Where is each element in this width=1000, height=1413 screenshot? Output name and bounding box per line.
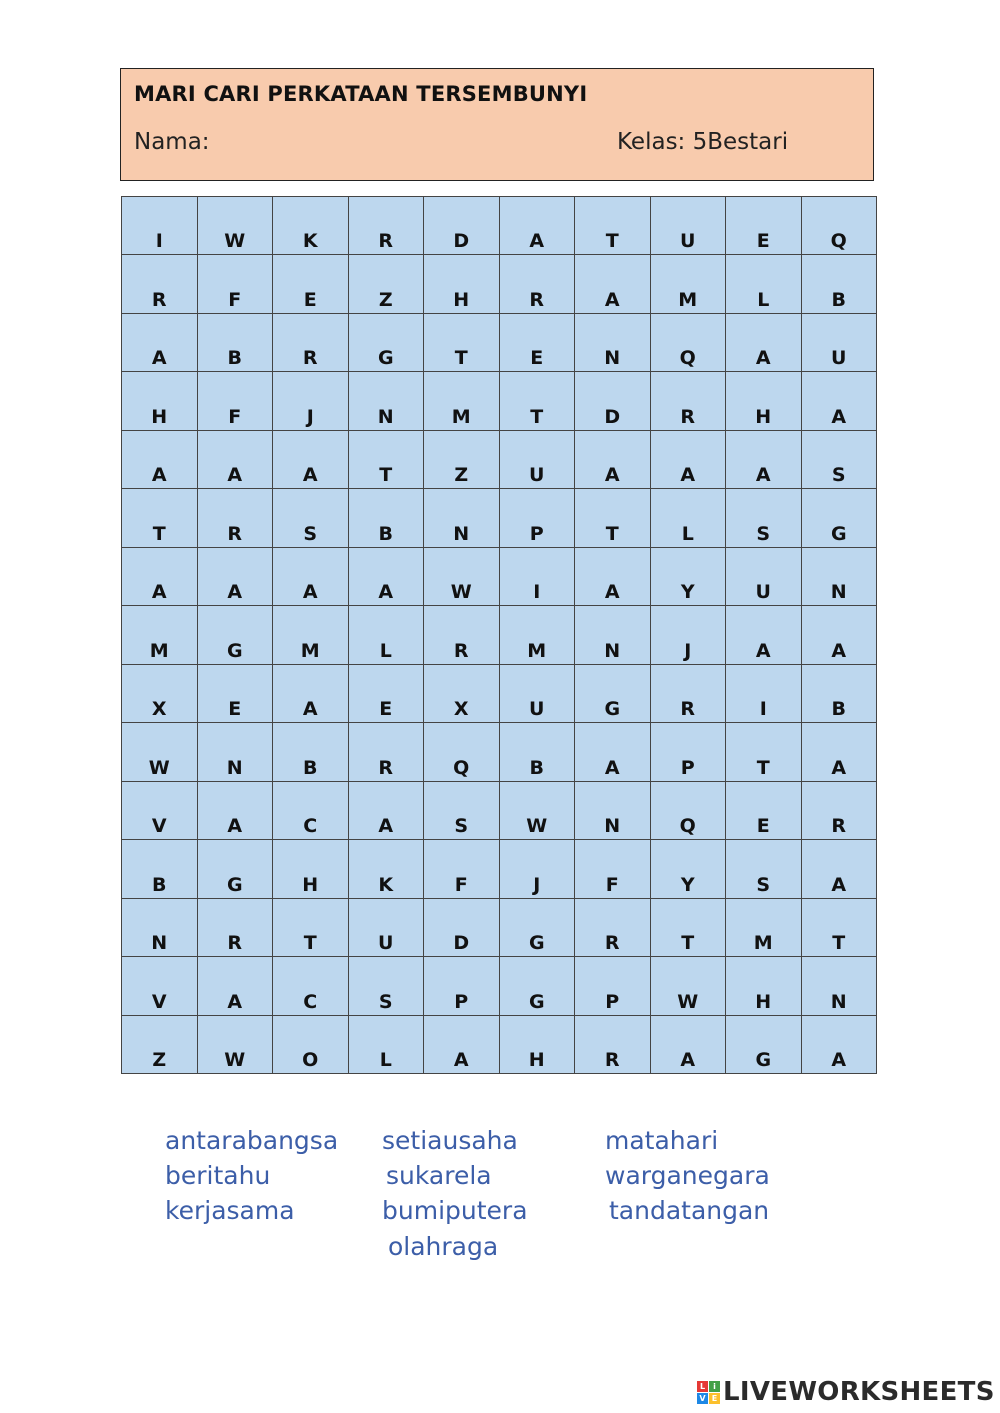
grid-cell[interactable]: H: [500, 1016, 576, 1074]
grid-cell[interactable]: T: [273, 899, 349, 957]
grid-cell[interactable]: I: [122, 197, 198, 255]
grid-cell[interactable]: P: [500, 489, 576, 547]
grid-cell[interactable]: T: [500, 372, 576, 430]
grid-cell[interactable]: B: [273, 723, 349, 781]
liveworksheets-logo-icon: [697, 1381, 720, 1404]
grid-cell[interactable]: A: [802, 1016, 878, 1074]
grid-cell[interactable]: J: [500, 840, 576, 898]
grid-cell[interactable]: M: [424, 372, 500, 430]
grid-cell[interactable]: C: [273, 782, 349, 840]
grid-cell[interactable]: D: [424, 197, 500, 255]
grid-cell[interactable]: D: [424, 899, 500, 957]
grid-cell[interactable]: X: [424, 665, 500, 723]
grid-cell[interactable]: N: [424, 489, 500, 547]
grid-cell[interactable]: P: [651, 723, 727, 781]
grid-cell[interactable]: G: [198, 606, 274, 664]
grid-cell[interactable]: N: [349, 372, 425, 430]
grid-cell[interactable]: A: [273, 431, 349, 489]
grid-cell[interactable]: G: [198, 840, 274, 898]
name-label: Nama:: [134, 129, 210, 155]
grid-cell[interactable]: L: [726, 255, 802, 313]
word-search-grid: [121, 196, 877, 1074]
grid-cell[interactable]: H: [726, 372, 802, 430]
grid-cell[interactable]: R: [349, 723, 425, 781]
grid-cell[interactable]: R: [424, 606, 500, 664]
logo-mark-square: E: [709, 1393, 720, 1404]
grid-cell[interactable]: N: [575, 606, 651, 664]
grid-cell[interactable]: R: [651, 372, 727, 430]
grid-cell[interactable]: A: [198, 957, 274, 1015]
grid-cell[interactable]: S: [802, 431, 878, 489]
grid-cell[interactable]: A: [122, 314, 198, 372]
grid-cell[interactable]: W: [651, 957, 727, 1015]
grid-cell[interactable]: F: [198, 372, 274, 430]
grid-cell[interactable]: E: [500, 314, 576, 372]
grid-cell[interactable]: G: [500, 957, 576, 1015]
grid-cell[interactable]: A: [726, 606, 802, 664]
header-box: [120, 68, 874, 181]
grid-cell[interactable]: W: [500, 782, 576, 840]
word-list-item: matahari: [605, 1126, 719, 1155]
grid-cell[interactable]: N: [122, 899, 198, 957]
grid-cell[interactable]: W: [122, 723, 198, 781]
grid-cell[interactable]: P: [424, 957, 500, 1015]
grid-cell[interactable]: P: [575, 957, 651, 1015]
grid-cell[interactable]: B: [349, 489, 425, 547]
grid-cell[interactable]: Z: [424, 431, 500, 489]
grid-cell[interactable]: F: [424, 840, 500, 898]
word-list-item: beritahu: [165, 1161, 271, 1190]
grid-cell[interactable]: U: [651, 197, 727, 255]
grid-cell[interactable]: T: [349, 431, 425, 489]
grid-cell[interactable]: A: [349, 782, 425, 840]
grid-cell[interactable]: R: [349, 197, 425, 255]
grid-cell[interactable]: A: [500, 197, 576, 255]
grid-cell[interactable]: Q: [651, 782, 727, 840]
grid-cell[interactable]: J: [273, 372, 349, 430]
grid-cell[interactable]: R: [122, 255, 198, 313]
grid-cell[interactable]: T: [424, 314, 500, 372]
grid-cell[interactable]: I: [500, 548, 576, 606]
grid-cell[interactable]: U: [349, 899, 425, 957]
grid-cell[interactable]: N: [802, 548, 878, 606]
grid-cell[interactable]: J: [651, 606, 727, 664]
grid-cell[interactable]: M: [122, 606, 198, 664]
grid-cell[interactable]: R: [198, 489, 274, 547]
grid-cell[interactable]: G: [349, 314, 425, 372]
grid-cell[interactable]: I: [726, 665, 802, 723]
word-list-item: bumiputera: [382, 1196, 528, 1225]
grid-cell[interactable]: A: [198, 431, 274, 489]
grid-cell[interactable]: A: [198, 782, 274, 840]
grid-cell[interactable]: L: [651, 489, 727, 547]
grid-cell[interactable]: S: [726, 840, 802, 898]
word-list-item: tandatangan: [609, 1196, 770, 1225]
grid-cell[interactable]: A: [726, 314, 802, 372]
grid-cell[interactable]: B: [802, 255, 878, 313]
grid-cell[interactable]: C: [273, 957, 349, 1015]
grid-cell[interactable]: T: [726, 723, 802, 781]
grid-cell[interactable]: R: [198, 899, 274, 957]
grid-cell[interactable]: K: [349, 840, 425, 898]
grid-cell[interactable]: G: [575, 665, 651, 723]
grid-cell[interactable]: T: [575, 197, 651, 255]
grid-cell[interactable]: D: [575, 372, 651, 430]
grid-cell[interactable]: V: [122, 782, 198, 840]
grid-cell[interactable]: A: [651, 1016, 727, 1074]
grid-cell[interactable]: S: [273, 489, 349, 547]
grid-cell[interactable]: Q: [802, 197, 878, 255]
grid-cell[interactable]: A: [575, 431, 651, 489]
grid-cell[interactable]: Y: [651, 840, 727, 898]
grid-cell[interactable]: H: [424, 255, 500, 313]
grid-cell[interactable]: A: [802, 606, 878, 664]
grid-cell[interactable]: A: [726, 431, 802, 489]
grid-cell[interactable]: S: [726, 489, 802, 547]
liveworksheets-logo[interactable]: [697, 1377, 995, 1407]
grid-cell[interactable]: M: [651, 255, 727, 313]
grid-cell[interactable]: R: [273, 314, 349, 372]
grid-cell[interactable]: A: [651, 431, 727, 489]
grid-cell[interactable]: Z: [349, 255, 425, 313]
class-label: Kelas: 5Bestari: [617, 129, 789, 155]
logo-mark-square: L: [697, 1381, 708, 1392]
grid-cell[interactable]: R: [500, 255, 576, 313]
grid-cell[interactable]: N: [802, 957, 878, 1015]
grid-cell[interactable]: M: [500, 606, 576, 664]
grid-cell[interactable]: E: [726, 197, 802, 255]
grid-cell[interactable]: R: [575, 1016, 651, 1074]
grid-cell[interactable]: N: [575, 782, 651, 840]
grid-cell[interactable]: A: [575, 255, 651, 313]
grid-cell[interactable]: V: [122, 957, 198, 1015]
grid-cell[interactable]: A: [802, 840, 878, 898]
grid-cell[interactable]: G: [500, 899, 576, 957]
word-list-item: warganegara: [605, 1161, 770, 1190]
word-list-item: sukarela: [386, 1161, 492, 1190]
grid-cell[interactable]: E: [273, 255, 349, 313]
grid-cell[interactable]: A: [575, 723, 651, 781]
grid-cell[interactable]: N: [575, 314, 651, 372]
grid-cell[interactable]: A: [122, 431, 198, 489]
grid-cell[interactable]: G: [726, 1016, 802, 1074]
grid-cell[interactable]: H: [122, 372, 198, 430]
grid-cell[interactable]: A: [575, 548, 651, 606]
word-list-item: olahraga: [388, 1232, 499, 1261]
grid-cell[interactable]: X: [122, 665, 198, 723]
grid-cell[interactable]: T: [122, 489, 198, 547]
grid-cell[interactable]: K: [273, 197, 349, 255]
grid-cell[interactable]: B: [802, 665, 878, 723]
logo-mark-square: V: [697, 1393, 708, 1404]
grid-cell[interactable]: E: [726, 782, 802, 840]
grid-cell[interactable]: M: [726, 899, 802, 957]
logo-mark-square: i: [709, 1381, 720, 1392]
grid-cell[interactable]: T: [651, 899, 727, 957]
grid-cell[interactable]: T: [575, 489, 651, 547]
grid-cell[interactable]: R: [802, 782, 878, 840]
logo-text: LIVEWORKSHEETS: [723, 1377, 995, 1407]
grid-cell[interactable]: L: [349, 606, 425, 664]
grid-cell[interactable]: A: [424, 1016, 500, 1074]
grid-cell[interactable]: Z: [122, 1016, 198, 1074]
grid-cell[interactable]: B: [500, 723, 576, 781]
grid-cell[interactable]: W: [198, 197, 274, 255]
grid-cell[interactable]: S: [424, 782, 500, 840]
grid-cell[interactable]: F: [198, 255, 274, 313]
grid-cell[interactable]: F: [575, 840, 651, 898]
grid-cell[interactable]: A: [802, 723, 878, 781]
word-list-item: setiausaha: [382, 1126, 518, 1155]
grid-cell[interactable]: A: [273, 548, 349, 606]
worksheet-title: MARI CARI PERKATAAN TERSEMBUNYI: [134, 82, 588, 106]
grid-cell[interactable]: G: [802, 489, 878, 547]
grid-cell[interactable]: U: [726, 548, 802, 606]
word-list-item: kerjasama: [165, 1196, 295, 1225]
grid-cell[interactable]: L: [349, 1016, 425, 1074]
grid-cell[interactable]: W: [198, 1016, 274, 1074]
grid-cell[interactable]: R: [651, 665, 727, 723]
grid-cell[interactable]: H: [726, 957, 802, 1015]
grid-cell[interactable]: A: [349, 548, 425, 606]
grid-cell[interactable]: E: [349, 665, 425, 723]
grid-cell[interactable]: E: [198, 665, 274, 723]
grid-cell[interactable]: R: [575, 899, 651, 957]
grid-cell[interactable]: A: [802, 372, 878, 430]
grid-cell[interactable]: Y: [651, 548, 727, 606]
grid-cell[interactable]: U: [802, 314, 878, 372]
grid-cell[interactable]: B: [198, 314, 274, 372]
grid-cell[interactable]: O: [273, 1016, 349, 1074]
word-list-item: antarabangsa: [165, 1126, 339, 1155]
grid-cell[interactable]: Q: [424, 723, 500, 781]
grid-cell[interactable]: U: [500, 431, 576, 489]
grid-cell[interactable]: W: [424, 548, 500, 606]
grid-cell[interactable]: Q: [651, 314, 727, 372]
grid-cell[interactable]: T: [802, 899, 878, 957]
grid-cell[interactable]: H: [273, 840, 349, 898]
grid-cell[interactable]: A: [198, 548, 274, 606]
grid-cell[interactable]: A: [122, 548, 198, 606]
grid-cell[interactable]: A: [273, 665, 349, 723]
grid-cell[interactable]: B: [122, 840, 198, 898]
grid-cell[interactable]: U: [500, 665, 576, 723]
grid-cell[interactable]: M: [273, 606, 349, 664]
grid-cell[interactable]: N: [198, 723, 274, 781]
grid-cell[interactable]: S: [349, 957, 425, 1015]
